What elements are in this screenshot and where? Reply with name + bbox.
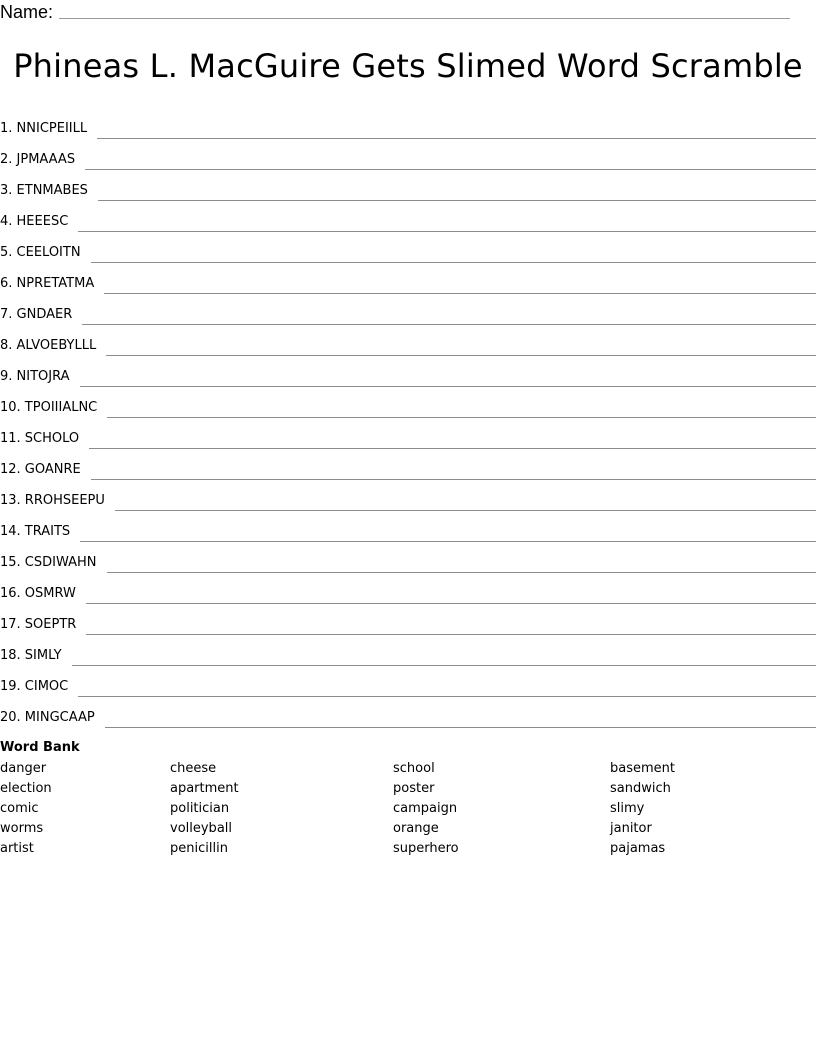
word-bank-word: basement — [610, 761, 675, 776]
word-bank-column — [393, 759, 459, 859]
word-bank-word: cheese — [170, 761, 217, 776]
scramble-item — [0, 110, 816, 141]
scramble-item — [0, 296, 816, 327]
answer-line[interactable] — [107, 417, 816, 418]
scramble-item — [0, 420, 816, 451]
scramble-list — [0, 110, 816, 730]
scrambled-word: 12. GOANRE — [0, 462, 81, 477]
answer-line[interactable] — [78, 696, 816, 697]
answer-line[interactable] — [72, 665, 816, 666]
word-bank-word: penicillin — [170, 841, 228, 856]
name-label: Name: — [0, 2, 54, 22]
scrambled-word: 1. NNICPEIILL — [0, 121, 88, 136]
scrambled-word: 4. HEEESC — [0, 214, 69, 229]
scramble-item — [0, 327, 816, 358]
answer-line[interactable] — [85, 169, 816, 170]
scrambled-word: 8. ALVOEBYLLL — [0, 338, 97, 353]
answer-line[interactable] — [80, 541, 816, 542]
answer-line[interactable] — [107, 572, 816, 573]
answer-line[interactable] — [97, 138, 816, 139]
answer-line[interactable] — [89, 448, 816, 449]
scramble-item — [0, 544, 816, 575]
word-bank-word: poster — [393, 781, 435, 796]
scrambled-word: 16. OSMRW — [0, 586, 76, 601]
scrambled-word: 14. TRAITS — [0, 524, 71, 539]
word-bank-word: pajamas — [610, 841, 666, 856]
scramble-item — [0, 606, 816, 637]
answer-line[interactable] — [98, 200, 816, 201]
word-bank-word: artist — [0, 841, 34, 856]
page-title: Phineas L. MacGuire Gets Slimed Word Scramble — [13, 47, 803, 85]
scramble-item — [0, 637, 816, 668]
word-bank-word: school — [393, 761, 435, 776]
scrambled-word: 3. ETNMABES — [0, 183, 88, 198]
word-bank-word: sandwich — [610, 781, 671, 796]
scrambled-word: 9. NITOJRA — [0, 369, 70, 384]
word-bank-word: comic — [0, 801, 39, 816]
answer-line[interactable] — [80, 386, 816, 387]
scramble-item — [0, 575, 816, 606]
word-bank-word: superhero — [393, 841, 459, 856]
answer-line[interactable] — [78, 231, 816, 232]
name-field-row — [0, 0, 790, 22]
answer-line[interactable] — [105, 727, 816, 728]
word-bank-word: janitor — [610, 821, 652, 836]
word-bank-word: politician — [170, 801, 230, 816]
scrambled-word: 19. CIMOC — [0, 679, 69, 694]
scrambled-word: 20. MINGCAAP — [0, 710, 95, 725]
scramble-item — [0, 358, 816, 389]
scramble-item — [0, 389, 816, 420]
scrambled-word: 5. CEELOITN — [0, 245, 81, 260]
word-bank-column — [0, 759, 52, 859]
scramble-item — [0, 451, 816, 482]
scrambled-word: 2. JPMAAAS — [0, 152, 76, 167]
scramble-item — [0, 203, 816, 234]
word-bank-word: volleyball — [170, 821, 233, 836]
word-bank-word: orange — [393, 821, 439, 836]
word-bank-word: election — [0, 781, 52, 796]
answer-line[interactable] — [106, 355, 816, 356]
scrambled-word: 11. SCHOLO — [0, 431, 80, 446]
answer-line[interactable] — [82, 324, 816, 325]
word-bank-title: Word Bank — [0, 740, 80, 755]
answer-line[interactable] — [86, 603, 816, 604]
scramble-item — [0, 699, 816, 730]
word-bank-word: slimy — [610, 801, 645, 816]
scramble-item — [0, 265, 816, 296]
answer-line[interactable] — [104, 293, 816, 294]
answer-line[interactable] — [86, 634, 816, 635]
scrambled-word: 13. RROHSEEPU — [0, 493, 105, 508]
answer-line[interactable] — [91, 479, 816, 480]
scramble-item — [0, 234, 816, 265]
scrambled-word: 7. GNDAER — [0, 307, 73, 322]
scramble-item — [0, 668, 816, 699]
scrambled-word: 10. TPOIIIALNC — [0, 400, 98, 415]
scrambled-word: 17. SOEPTR — [0, 617, 77, 632]
word-bank-column — [170, 759, 239, 859]
scramble-item — [0, 141, 816, 172]
name-answer-line[interactable] — [59, 18, 790, 19]
answer-line[interactable] — [115, 510, 816, 511]
word-bank-word: worms — [0, 821, 44, 836]
word-bank-column — [610, 759, 675, 859]
word-bank-word: campaign — [393, 801, 458, 816]
word-bank-word: danger — [0, 761, 47, 776]
scramble-item — [0, 482, 816, 513]
scrambled-word: 18. SIMLY — [0, 648, 62, 663]
scrambled-word: 6. NPRETATMA — [0, 276, 95, 291]
word-bank-word: apartment — [170, 781, 239, 796]
answer-line[interactable] — [91, 262, 816, 263]
scramble-item — [0, 172, 816, 203]
scrambled-word: 15. CSDIWAHN — [0, 555, 97, 570]
scramble-item — [0, 513, 816, 544]
